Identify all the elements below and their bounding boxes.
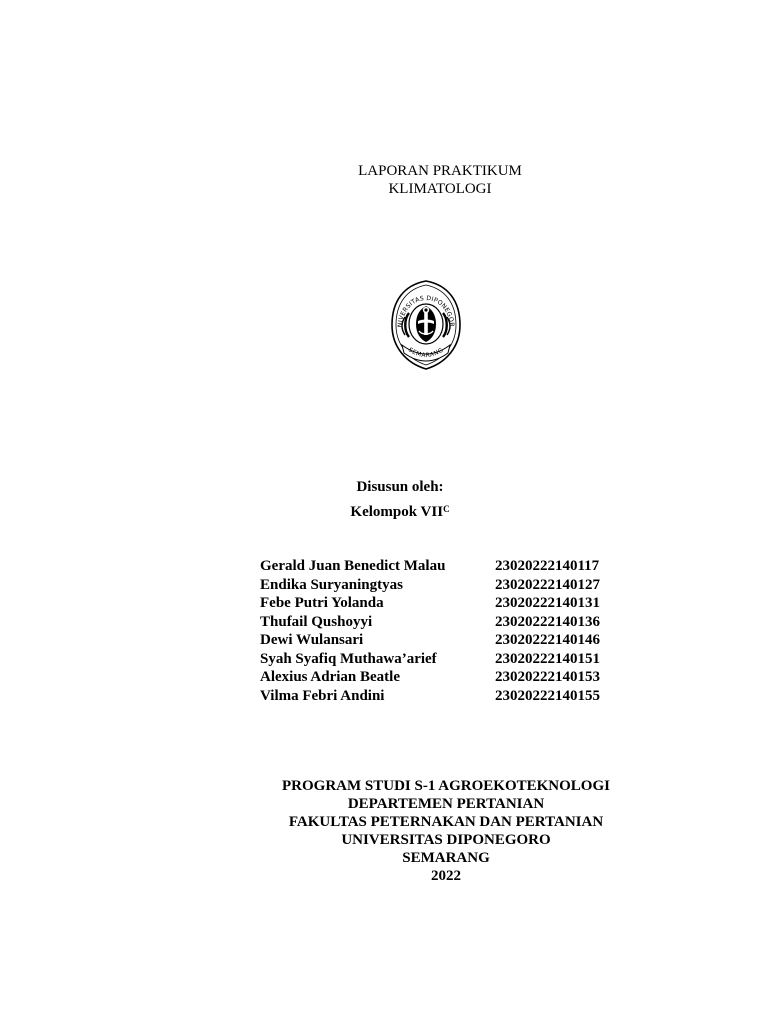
member-nim: 23020222140131 (495, 595, 600, 611)
institution-block (246, 777, 646, 885)
member-row (260, 576, 620, 595)
member-name: Gerald Juan Benedict Malau (260, 558, 446, 574)
report-title-line-2: KLIMATOLOGI (388, 181, 492, 197)
logo-bottom-text: SEMARANG (407, 346, 445, 360)
member-row (260, 650, 620, 669)
faculty: FAKULTAS PETERNAKAN DAN PERTANIAN (288, 814, 604, 830)
member-row (260, 557, 620, 576)
group-name: Kelompok VII (350, 504, 444, 520)
member-name: Syah Syafiq Muthawa’arief (260, 650, 437, 667)
member-name: Vilma Febri Andini (260, 687, 385, 704)
member-nim: 23020222140153 (495, 669, 600, 685)
university: UNIVERSITAS DIPONEGORO (341, 832, 551, 848)
member-name: Febe Putri Yolanda (260, 595, 384, 611)
report-title (240, 162, 640, 198)
member-row (260, 631, 620, 650)
member-nim: 23020222140136 (495, 613, 600, 630)
member-name: Thufail Qushoyyi (260, 613, 373, 630)
member-name: Dewi Wulansari (260, 632, 364, 648)
member-row (260, 594, 620, 613)
member-nim: 23020222140127 (495, 576, 600, 593)
member-list (260, 557, 620, 705)
department: DEPARTEMEN PERTANIAN (347, 796, 545, 812)
member-row (260, 613, 620, 632)
authored-by-label: Disusun oleh: (356, 479, 444, 495)
group-superscript: C (443, 504, 450, 514)
study-program: PROGRAM STUDI S-1 AGROEKOTEKNOLOGI (282, 778, 610, 794)
logo-top-text: NIVERSITAS DIPONEGOR (396, 294, 456, 328)
year: 2022 (431, 868, 461, 884)
university-logo (388, 279, 464, 371)
member-nim: 23020222140151 (495, 650, 600, 667)
member-row (260, 668, 620, 687)
group-label (300, 503, 500, 521)
member-name: Alexius Adrian Beatle (260, 669, 401, 685)
member-nim: 23020222140155 (495, 687, 600, 704)
report-title-line-1: LAPORAN PRAKTIKUM (358, 163, 522, 179)
member-nim: 23020222140117 (495, 558, 600, 574)
city: SEMARANG (402, 850, 490, 866)
member-nim: 23020222140146 (495, 632, 600, 648)
member-name: Endika Suryaningtyas (260, 576, 403, 593)
member-row (260, 687, 620, 706)
university-seal-icon (388, 279, 464, 371)
